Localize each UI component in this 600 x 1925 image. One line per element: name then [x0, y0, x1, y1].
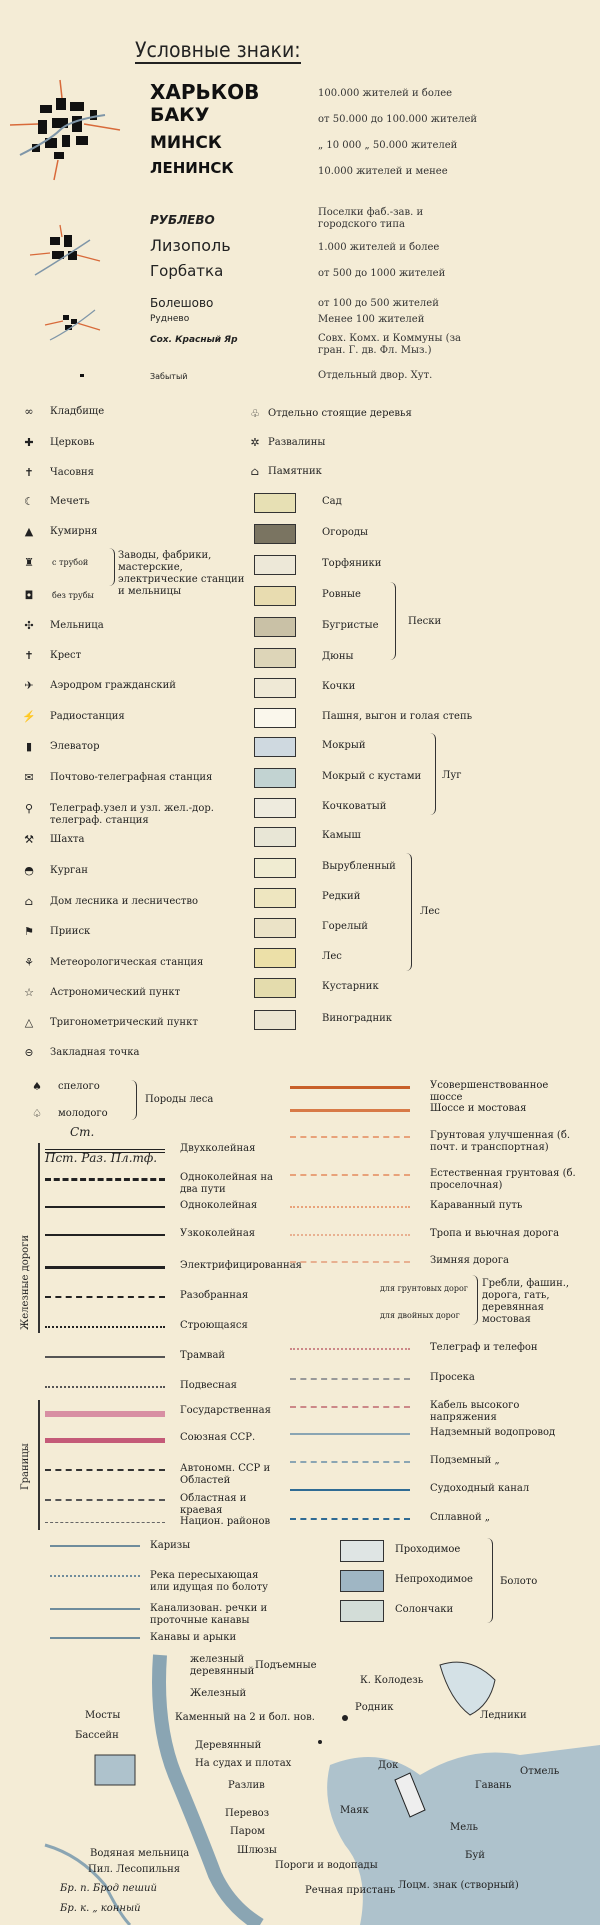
- road-label: для двойных дорог: [380, 1311, 460, 1320]
- railway-line-sample: [45, 1234, 165, 1236]
- road-label: Караванный путь: [430, 1200, 523, 1211]
- terrain-swatch: [254, 798, 296, 818]
- railway-label: Разобранная: [180, 1290, 249, 1301]
- swatch-label: Кустарник: [322, 981, 379, 992]
- swatch-label: Редкий: [322, 891, 361, 902]
- border-line-sample: [45, 1438, 165, 1443]
- forest-group-label: Лес: [420, 906, 440, 917]
- swamp-swatch: [340, 1600, 384, 1622]
- railway-label: Электрифицированная: [180, 1260, 302, 1271]
- terrain-swatch: [254, 586, 296, 606]
- settlement-name: Сох. Красный Яр: [150, 335, 238, 345]
- swamp-label: Проходимое: [395, 1544, 461, 1555]
- road-line-sample: [290, 1109, 410, 1112]
- city-map-drawing: [10, 80, 120, 180]
- road-line-sample: [290, 1406, 410, 1408]
- mine-claim-icon: ⚑: [24, 925, 34, 938]
- border-label: Национ. районов: [180, 1516, 271, 1527]
- mine-icon: ⚒: [24, 833, 34, 846]
- forest-brace: [404, 853, 412, 971]
- terrain-swatch: [254, 948, 296, 968]
- swatch-label: Горелый: [322, 921, 368, 932]
- border-line-sample: [45, 1411, 165, 1417]
- settlement-name: РУБЛЕВО: [150, 213, 215, 227]
- borders-group-label: Границы: [20, 1443, 31, 1490]
- symbol-label: Шахта: [50, 834, 85, 845]
- swatch-label: Виноградник: [322, 1013, 393, 1024]
- border-label: Автономн. ССР и Областей: [180, 1463, 271, 1486]
- hydro-label: Мель: [450, 1822, 478, 1833]
- hydro-label: Буй: [465, 1850, 485, 1861]
- settlement-name: Забытый: [150, 372, 188, 381]
- swatch-label: Бугристые: [322, 620, 379, 631]
- border-line-sample: [45, 1469, 165, 1471]
- road-label: Шоссе и мостовая: [430, 1103, 527, 1114]
- border-label: Областная и краевая: [180, 1493, 247, 1516]
- hydro-label: Гавань: [475, 1780, 512, 1791]
- terrain-swatch: [254, 493, 296, 513]
- mound-icon: ◓: [24, 864, 34, 877]
- settlement-name: БАКУ: [150, 104, 210, 126]
- railway-line-sample: [45, 1266, 165, 1269]
- settlement-desc: от 50.000 до 100.000 жителей: [318, 114, 478, 125]
- road-label: Телеграф и телефон: [430, 1342, 538, 1353]
- forest-types-brace: [130, 1080, 137, 1120]
- terrain-swatch: [254, 617, 296, 637]
- railway-label: Строющаяся: [180, 1320, 248, 1331]
- airfield-icon: ✈: [24, 679, 34, 692]
- symbol-label: Метеорологическая станция: [50, 957, 204, 968]
- water-line-sample: [50, 1608, 140, 1610]
- railways-group-label: Железные дороги: [20, 1234, 31, 1330]
- settlement-name: ХАРЬКОВ: [150, 80, 260, 104]
- chapel-icon: ✝: [24, 466, 34, 479]
- road-line-sample: [290, 1234, 410, 1236]
- symbol-label: Отдельно стоящие деревья: [268, 408, 412, 419]
- forest-type-label: спелого: [58, 1081, 100, 1092]
- border-line-sample: [45, 1499, 165, 1501]
- mill-icon: ✣: [24, 619, 34, 632]
- terrain-swatch: [254, 555, 296, 575]
- bridge-label: Железный: [190, 1688, 247, 1699]
- swatch-label: Пашня, выгон и голая степь: [322, 711, 473, 722]
- swamp-swatch: [340, 1540, 384, 1562]
- terrain-swatch: [254, 737, 296, 757]
- symbol-label: без трубы: [52, 591, 94, 600]
- terrain-swatch: [254, 978, 296, 998]
- trig-point-icon: △: [24, 1016, 34, 1029]
- settlement-desc: Поселки фаб.-зав. и городского типа: [318, 207, 424, 230]
- symbol-label: Церковь: [50, 437, 95, 448]
- road-label: Естественная грунтовая (б. проселочная): [430, 1168, 576, 1191]
- weather-station-icon: ⚘: [24, 956, 34, 969]
- settlement-desc: 10.000 жителей и менее: [318, 166, 448, 177]
- settlement-desc: Совх. Комх. и Коммуны (за гран. Г. дв. Фл. Мыз.): [318, 333, 461, 356]
- cemetery-icon: ∞: [24, 405, 34, 418]
- water-label: Река пересыхающая или идущая по болоту: [150, 1570, 269, 1593]
- water-line-sample: [50, 1575, 140, 1577]
- road-label: Просека: [430, 1372, 475, 1383]
- symbol-label: Курган: [50, 865, 88, 876]
- symbol-label: Элеватор: [50, 741, 100, 752]
- station-label: Ст.: [70, 1125, 95, 1139]
- hydro-label: Бр. к. „ конный: [60, 1903, 141, 1914]
- radio-icon: ⚡: [22, 710, 36, 723]
- road-label: Сплавной „: [430, 1512, 490, 1523]
- forester-icon: ⌂: [24, 895, 34, 908]
- road-line-sample: [290, 1518, 410, 1520]
- forest-types-group-label: Породы леса: [145, 1094, 214, 1105]
- factories-brace: [108, 548, 115, 586]
- post-office-icon: ✉: [24, 771, 34, 784]
- swatch-label: Лес: [322, 951, 342, 962]
- symbol-label: Дом лесника и лесничество: [50, 896, 199, 907]
- symbol-label: Крест: [50, 650, 82, 661]
- road-line-sample: [290, 1489, 410, 1491]
- bridge-label: Подъемные: [255, 1660, 317, 1671]
- terrain-swatch: [254, 648, 296, 668]
- settlement-desc: 1.000 жителей и более: [318, 242, 440, 253]
- road-label: Подземный „: [430, 1455, 500, 1466]
- symbol-label: Кладбище: [50, 406, 105, 417]
- railway-line-sample: [45, 1296, 165, 1298]
- swatch-label: Мокрый: [322, 740, 366, 751]
- road-line-sample: [290, 1461, 410, 1463]
- symbol-label: Кумирня: [50, 526, 98, 537]
- settlement-name: Болешово: [150, 296, 214, 310]
- hydro-label: Разлив: [228, 1780, 265, 1791]
- swatch-label: Кочковатый: [322, 801, 387, 812]
- church-icon: ✚: [24, 436, 34, 449]
- terrain-swatch: [254, 524, 296, 544]
- hydro-label: Шлюзы: [237, 1845, 277, 1856]
- road-label: Зимняя дорога: [430, 1255, 509, 1266]
- factories-group-label: Заводы, фабрики, мастерские, электрические станции и мельницы: [118, 550, 245, 597]
- hydro-label: Маяк: [340, 1805, 369, 1816]
- water-line-sample: [50, 1637, 140, 1639]
- terrain-swatch: [254, 678, 296, 698]
- settlement-name: Лизополь: [150, 236, 231, 255]
- symbol-label: Памятник: [268, 466, 322, 477]
- road-line-sample: [290, 1433, 410, 1435]
- symbol-label: Телеграф.узел и узл. жел.-дор. телеграф. станция: [50, 803, 214, 826]
- symbol-label: Почтово-телеграфная станция: [50, 772, 213, 783]
- sands-group-label: Пески: [408, 616, 442, 627]
- swatch-label: Кочки: [322, 681, 356, 692]
- meadow-group-label: Луг: [442, 770, 462, 781]
- terrain-swatch: [254, 858, 296, 878]
- road-group-label: Гребли, фашин., дорога, гать, деревянная мостовая: [482, 1278, 570, 1325]
- terrain-swatch: [254, 768, 296, 788]
- factory-chimney-icon: ♜: [24, 556, 34, 569]
- forest-type-label: молодого: [58, 1108, 108, 1119]
- factory-icon: ◘: [24, 589, 34, 602]
- settlement-name: ЛЕНИНСК: [150, 159, 234, 177]
- road-label: Кабель высокого напряжения: [430, 1400, 520, 1423]
- water-label: Каризы: [150, 1540, 191, 1551]
- symbol-label: Астрономический пункт: [50, 987, 181, 998]
- hydro-label: Док: [378, 1760, 399, 1771]
- road-line-sample: [290, 1174, 410, 1176]
- settlement-desc: 100.000 жителей и более: [318, 88, 453, 99]
- railway-label: Одноколейная на два пути: [180, 1172, 273, 1195]
- hydro-label: Пороги и водопады: [275, 1860, 378, 1871]
- hydro-label: Ледники: [480, 1710, 527, 1721]
- road-label: Грунтовая улучшенная (б. почт. и транспортная): [430, 1130, 571, 1153]
- road-brace: [470, 1275, 478, 1325]
- settlement-name: Руднево: [150, 314, 190, 324]
- settlement-desc: „ 10 000 „ 50.000 жителей: [318, 140, 458, 151]
- symbol-label: Тригонометрический пункт: [50, 1017, 198, 1028]
- swatch-label: Мокрый с кустами: [322, 771, 422, 782]
- terrain-swatch: [254, 888, 296, 908]
- terrain-swatch: [254, 918, 296, 938]
- symbol-label: с трубой: [52, 558, 89, 567]
- terrain-swatch: [254, 827, 296, 847]
- monument-icon: ⌂: [250, 465, 260, 478]
- bridge-label: Деревянный: [195, 1740, 262, 1751]
- borders-bracket: [38, 1400, 40, 1530]
- terrain-swatch: [254, 1010, 296, 1030]
- railway-label: Трамвай: [180, 1350, 226, 1361]
- railway-line-sample: [45, 1178, 165, 1181]
- bridges-group-label: Мосты: [85, 1710, 121, 1721]
- symbol-label: Прииск: [50, 926, 91, 937]
- swamp-label: Непроходимое: [395, 1574, 473, 1585]
- swatch-label: Вырубленный: [322, 861, 396, 872]
- road-label: Тропа и вьючная дорога: [430, 1228, 560, 1239]
- hydro-label: Бассейн: [75, 1730, 119, 1741]
- swatch-label: Огороды: [322, 527, 368, 538]
- swatch-label: Торфяники: [322, 558, 382, 569]
- road-line-sample: [290, 1206, 410, 1208]
- road-label: Судоходный канал: [430, 1483, 530, 1494]
- road-line-sample: [290, 1348, 410, 1350]
- bridge-label: железный деревянный: [190, 1654, 255, 1677]
- border-line-sample: [45, 1522, 165, 1523]
- symbol-label: Радиостанция: [50, 711, 125, 722]
- road-line-sample: [290, 1086, 410, 1089]
- settlement-desc: от 100 до 500 жителей: [318, 298, 439, 309]
- railway-label: Подвесная: [180, 1380, 237, 1391]
- hydro-label: Паром: [230, 1826, 265, 1837]
- swatch-label: Дюны: [322, 651, 354, 662]
- swamp-swatch: [340, 1570, 384, 1592]
- telegraph-icon: ⚲: [24, 802, 34, 815]
- hydro-label: Водяная мельница: [90, 1848, 190, 1859]
- swatch-label: Камыш: [322, 830, 361, 841]
- cross-icon: ✝: [24, 649, 34, 662]
- ruins-icon: ✲: [250, 436, 260, 449]
- swamp-group-label: Болото: [500, 1576, 538, 1587]
- railway-line-sample: [45, 1206, 165, 1208]
- hydro-label: Пил. Лесопильня: [88, 1864, 181, 1875]
- railway-line-sample: [45, 1149, 165, 1153]
- water-line-sample: [50, 1545, 140, 1547]
- settlement-name: Горбатка: [150, 262, 224, 280]
- bridge-label: На судах и плотах: [195, 1758, 292, 1769]
- young-forest-icon: ♤: [32, 1107, 42, 1120]
- sands-brace: [388, 582, 396, 660]
- shrine-icon: ▲: [24, 525, 34, 538]
- settlement-desc: от 500 до 1000 жителей: [318, 268, 446, 279]
- symbol-label: Мечеть: [50, 496, 90, 507]
- hydro-label: Перевоз: [225, 1808, 270, 1819]
- border-label: Государственная: [180, 1405, 271, 1416]
- mature-forest-icon: ♠: [32, 1080, 42, 1093]
- railway-label: Одноколейная: [180, 1200, 258, 1211]
- swatch-label: Сад: [322, 496, 342, 507]
- road-line-sample: [290, 1378, 410, 1380]
- railway-line-sample: [45, 1326, 165, 1328]
- stops-label: Пст. Раз. Пл.тф.: [45, 1151, 158, 1165]
- hydro-label: Родник: [355, 1702, 394, 1713]
- hydro-label: К. Колодезь: [360, 1675, 424, 1686]
- settlement-desc: Отдельный двор. Хут.: [318, 370, 433, 381]
- hydro-label: Лоцм. знак (створный): [398, 1880, 519, 1891]
- railway-label: Двухколейная: [180, 1143, 256, 1154]
- symbol-label: Развалины: [268, 437, 326, 448]
- railway-line-sample: [45, 1386, 165, 1388]
- bridge-label: Каменный на 2 и бол. нов.: [175, 1712, 315, 1723]
- symbol-label: Часовня: [50, 467, 94, 478]
- hydro-label: Речная пристань: [305, 1885, 396, 1896]
- swamp-label: Солончаки: [395, 1604, 454, 1615]
- hydro-label: Отмель: [520, 1766, 560, 1777]
- settlement-name: МИНСК: [150, 133, 222, 153]
- railway-label: Узкоколейная: [180, 1228, 256, 1239]
- symbol-label: Аэродром гражданский: [50, 680, 176, 691]
- symbol-label: Мельница: [50, 620, 104, 631]
- road-label: для грунтовых дорог: [380, 1284, 468, 1293]
- terrain-swatch: [254, 708, 296, 728]
- page-title: Условные знаки:: [135, 38, 301, 62]
- railways-bracket: [38, 1143, 40, 1333]
- elevator-icon: ▮: [25, 740, 33, 753]
- village-map-drawing: [45, 305, 100, 345]
- swamp-brace: [485, 1538, 493, 1623]
- railway-line-sample: [45, 1356, 165, 1358]
- farm-dot-icon: [80, 374, 84, 377]
- astronomy-icon: ☆: [24, 986, 34, 999]
- hydro-label: Бр. п. Брод пеший: [60, 1883, 157, 1894]
- settlement-desc: Менее 100 жителей: [318, 314, 425, 325]
- tree-icon: ♧: [250, 407, 260, 420]
- road-label: Надземный водопровод: [430, 1427, 556, 1438]
- road-label: Усовершенствованное шоссе: [430, 1080, 549, 1103]
- road-line-sample: [290, 1261, 410, 1263]
- water-label: Канавы и арыки: [150, 1632, 237, 1643]
- mosque-icon: ☾: [24, 495, 34, 508]
- border-label: Союзная ССР.: [180, 1432, 256, 1443]
- symbol-label: Закладная точка: [50, 1047, 140, 1058]
- road-line-sample: [290, 1136, 410, 1138]
- meadow-brace: [428, 733, 436, 815]
- benchmark-icon: ⊝: [24, 1046, 34, 1059]
- swatch-label: Ровные: [322, 589, 361, 600]
- town-map-drawing: [30, 225, 100, 280]
- water-label: Канализован. речки и проточные канавы: [150, 1603, 268, 1626]
